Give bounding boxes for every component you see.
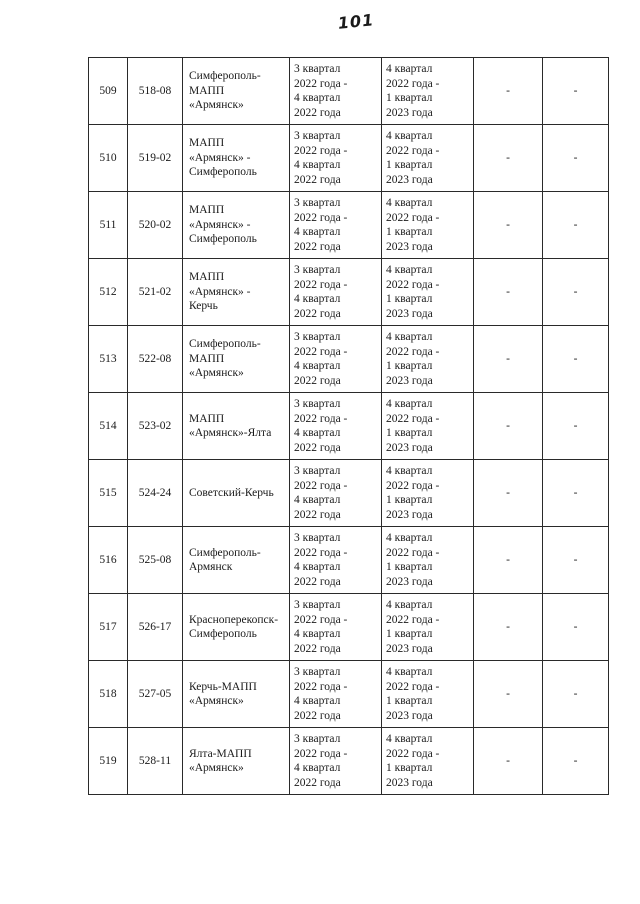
row-number: 517 bbox=[89, 594, 128, 661]
route-name: Керчь-МАПП «Армянск» bbox=[183, 661, 290, 728]
column-6-value: - bbox=[474, 661, 543, 728]
route-code: 521-02 bbox=[128, 259, 183, 326]
start-period: 3 квартал 2022 года - 4 квартал 2022 года bbox=[290, 460, 382, 527]
end-period: 4 квартал 2022 года - 1 квартал 2023 года bbox=[382, 326, 474, 393]
table-row bbox=[89, 460, 609, 527]
end-period: 4 квартал 2022 года - 1 квартал 2023 года bbox=[382, 728, 474, 795]
table-row bbox=[89, 661, 609, 728]
column-7-value: - bbox=[543, 326, 609, 393]
column-7-value: - bbox=[543, 259, 609, 326]
column-6-value: - bbox=[474, 393, 543, 460]
route-schedule-table bbox=[88, 57, 609, 795]
route-name: Советский-Керчь bbox=[183, 460, 290, 527]
start-period: 3 квартал 2022 года - 4 квартал 2022 года bbox=[290, 192, 382, 259]
end-period: 4 квартал 2022 года - 1 квартал 2023 года bbox=[382, 58, 474, 125]
row-number: 509 bbox=[89, 58, 128, 125]
route-name: Ялта-МАПП «Армянск» bbox=[183, 728, 290, 795]
end-period: 4 квартал 2022 года - 1 квартал 2023 года bbox=[382, 527, 474, 594]
row-number: 511 bbox=[89, 192, 128, 259]
route-name: Симферополь- Армянск bbox=[183, 527, 290, 594]
route-code: 527-05 bbox=[128, 661, 183, 728]
end-period: 4 квартал 2022 года - 1 квартал 2023 года bbox=[382, 393, 474, 460]
table-body bbox=[89, 58, 609, 795]
row-number: 513 bbox=[89, 326, 128, 393]
column-7-value: - bbox=[543, 594, 609, 661]
page-number: 101 bbox=[336, 10, 376, 33]
route-name: МАПП «Армянск»-Ялта bbox=[183, 393, 290, 460]
column-6-value: - bbox=[474, 192, 543, 259]
route-code: 519-02 bbox=[128, 125, 183, 192]
column-6-value: - bbox=[474, 728, 543, 795]
table-row bbox=[89, 393, 609, 460]
end-period: 4 квартал 2022 года - 1 квартал 2023 года bbox=[382, 192, 474, 259]
route-name: МАПП «Армянск» - Симферополь bbox=[183, 125, 290, 192]
table-row bbox=[89, 594, 609, 661]
row-number: 512 bbox=[89, 259, 128, 326]
start-period: 3 квартал 2022 года - 4 квартал 2022 года bbox=[290, 728, 382, 795]
start-period: 3 квартал 2022 года - 4 квартал 2022 года bbox=[290, 527, 382, 594]
column-6-value: - bbox=[474, 460, 543, 527]
start-period: 3 квартал 2022 года - 4 квартал 2022 года bbox=[290, 393, 382, 460]
column-7-value: - bbox=[543, 527, 609, 594]
column-6-value: - bbox=[474, 58, 543, 125]
start-period: 3 квартал 2022 года - 4 квартал 2022 года bbox=[290, 326, 382, 393]
row-number: 516 bbox=[89, 527, 128, 594]
row-number: 515 bbox=[89, 460, 128, 527]
table-row bbox=[89, 192, 609, 259]
start-period: 3 квартал 2022 года - 4 квартал 2022 года bbox=[290, 58, 382, 125]
route-code: 525-08 bbox=[128, 527, 183, 594]
end-period: 4 квартал 2022 года - 1 квартал 2023 года bbox=[382, 594, 474, 661]
table-row bbox=[89, 527, 609, 594]
column-7-value: - bbox=[543, 125, 609, 192]
column-7-value: - bbox=[543, 192, 609, 259]
end-period: 4 квартал 2022 года - 1 квартал 2023 года bbox=[382, 661, 474, 728]
row-number: 519 bbox=[89, 728, 128, 795]
column-6-value: - bbox=[474, 259, 543, 326]
start-period: 3 квартал 2022 года - 4 квартал 2022 года bbox=[290, 125, 382, 192]
table-row bbox=[89, 326, 609, 393]
row-number: 510 bbox=[89, 125, 128, 192]
column-7-value: - bbox=[543, 728, 609, 795]
start-period: 3 квартал 2022 года - 4 квартал 2022 года bbox=[290, 594, 382, 661]
route-name: Симферополь- МАПП «Армянск» bbox=[183, 58, 290, 125]
column-7-value: - bbox=[543, 393, 609, 460]
column-6-value: - bbox=[474, 527, 543, 594]
column-6-value: - bbox=[474, 594, 543, 661]
column-7-value: - bbox=[543, 58, 609, 125]
route-code: 528-11 bbox=[128, 728, 183, 795]
table-row bbox=[89, 728, 609, 795]
start-period: 3 квартал 2022 года - 4 квартал 2022 года bbox=[290, 259, 382, 326]
route-code: 522-08 bbox=[128, 326, 183, 393]
end-period: 4 квартал 2022 года - 1 квартал 2023 года bbox=[382, 125, 474, 192]
column-6-value: - bbox=[474, 125, 543, 192]
row-number: 514 bbox=[89, 393, 128, 460]
start-period: 3 квартал 2022 года - 4 квартал 2022 года bbox=[290, 661, 382, 728]
table-row bbox=[89, 125, 609, 192]
route-code: 526-17 bbox=[128, 594, 183, 661]
route-code: 524-24 bbox=[128, 460, 183, 527]
end-period: 4 квартал 2022 года - 1 квартал 2023 года bbox=[382, 259, 474, 326]
route-name: МАПП «Армянск» - Керчь bbox=[183, 259, 290, 326]
route-name: Симферополь- МАПП «Армянск» bbox=[183, 326, 290, 393]
column-6-value: - bbox=[474, 326, 543, 393]
end-period: 4 квартал 2022 года - 1 квартал 2023 года bbox=[382, 460, 474, 527]
column-7-value: - bbox=[543, 460, 609, 527]
row-number: 518 bbox=[89, 661, 128, 728]
column-7-value: - bbox=[543, 661, 609, 728]
route-name: МАПП «Армянск» - Симферополь bbox=[183, 192, 290, 259]
table-row bbox=[89, 259, 609, 326]
route-code: 520-02 bbox=[128, 192, 183, 259]
route-code: 518-08 bbox=[128, 58, 183, 125]
table-row bbox=[89, 58, 609, 125]
route-name: Красноперекопск- Симферополь bbox=[183, 594, 290, 661]
route-code: 523-02 bbox=[128, 393, 183, 460]
